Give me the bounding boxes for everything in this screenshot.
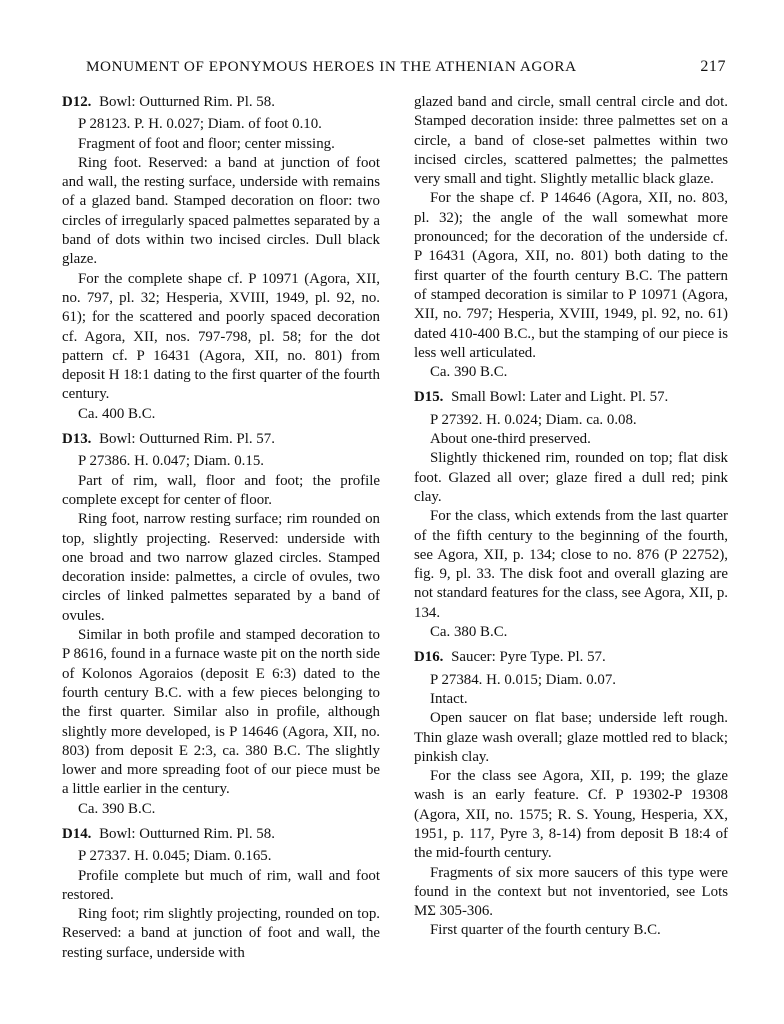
entry-date: Ca. 380 B.C. (430, 624, 508, 641)
entry-note: Fragments of six more saucers of this type were found in the context but not inventoried, see Lots ΜΣ 305-306. (414, 864, 728, 920)
entry-inventory: P 27386. H. 0.047; Diam. 0.15. (78, 453, 264, 470)
entry-preservation: Fragment of foot and floor; center missing. (78, 135, 335, 152)
entry-heading (414, 648, 728, 667)
entry-id: D15. (414, 389, 444, 406)
entry-title: Bowl: Outturned Rim. Pl. 57. (99, 431, 275, 448)
entry-description: Ring foot. Reserved: a band at junction of foot and wall, the resting surface, underside with remains of a glazed band. Stamped decoration on floor: two circles of irregularly spaced palmettes separated by a band of dots within two incised circles. Dull black glaze. (62, 154, 380, 268)
entry-heading (62, 430, 380, 449)
entry-inventory: P 27337. H. 0.045; Diam. 0.165. (78, 848, 272, 865)
entry-title: Small Bowl: Later and Light. Pl. 57. (451, 389, 669, 406)
entry-description-continued: glazed band and circle, small central circle and dot. Stamped decoration inside: three palmettes set on a circle, a band of close-set palmettes within two incised circles, scattered palmettes; the palmettes very small and tight. Slightly metallic black glaze. (414, 94, 728, 188)
entry-comparanda: For the complete shape cf. P 10971 (Agora, XII, no. 797, pl. 32; Hesperia, XVIII, 1949, pl. 92, no. 61); for the scattered and poorly spaced decoration cf. Agora, XII, nos. 797-798, pl. 58; for the dot pattern cf. P 16431 (Agora, XII, no. 801) from deposit H 18:1 dating to the first quarter of the fourth century. (62, 270, 380, 403)
entry-date: Ca. 390 B.C. (78, 800, 156, 817)
entry-title: Bowl: Outturned Rim. Pl. 58. (99, 94, 275, 110)
entry-id: D12. (62, 94, 92, 110)
entry-preservation: About one-third preserved. (430, 431, 591, 448)
entry-heading (62, 825, 380, 844)
entry-comparanda: Similar in both profile and stamped decoration to P 8616, found in a furnace waste pit on the north side of Kolonos Agoraios (deposit E 6:3) dated to the fourth century B.C. with a few pieces belonging to the first quarter. Similar also in profile, although slightly more developed, is P 14646 (Agora, XII, no. 803) from deposit E 2:3, ca. 380 B.C. The slightly lower and more spreading foot of our piece must be a little earlier in the century. (62, 627, 380, 798)
catalog-entry-d15 (414, 388, 728, 642)
left-column (62, 93, 380, 969)
entry-comparanda: For the class see Agora, XII, p. 199; the glaze wash is an early feature. Cf. P 19302-P 19308 (Agora, XII, no. 1575; R. S. Young, Hesperia, XX, 1951, p. 117, Pyre 3, 8-14) from deposit B 18:4 of the mid-fourth century. (414, 768, 728, 862)
entry-title: Saucer: Pyre Type. Pl. 57. (451, 649, 606, 666)
entry-preservation: Part of rim, wall, floor and foot; the profile complete except for center of floor. (62, 472, 380, 508)
entry-inventory: P 28123. P. H. 0.027; Diam. of foot 0.10. (78, 116, 322, 133)
page-number: 217 (700, 58, 726, 75)
running-header (86, 58, 726, 82)
entry-date: Ca. 400 B.C. (78, 405, 156, 422)
entry-date: Ca. 390 B.C. (430, 364, 508, 381)
entry-id: D13. (62, 431, 92, 448)
entry-id: D16. (414, 649, 444, 666)
entry-description: Ring foot; rim slightly projecting, rounded on top. Reserved: a band at junction of foot and wall, the resting surface, underside with (62, 906, 380, 961)
catalog-entry-d14-continued (414, 93, 728, 382)
entry-description: Open saucer on flat base; underside left rough. Thin glaze wash overall; glaze mottled red to black; pinkish clay. (414, 710, 728, 765)
catalog-entry-d16 (414, 648, 728, 940)
entry-id: D14. (62, 825, 92, 842)
entry-heading (62, 93, 380, 112)
entry-comparanda: For the shape cf. P 14646 (Agora, XII, no. 803, pl. 32); the angle of the wall somewhat more pronounced; for the decoration of the underside cf. P 16431 (Agora, XII, no. 801) both dating to the first quarter of the fourth century B.C. The pattern of stamped decoration is similar to P 10971 (Agora, XII, no. 797; Hesperia, XVIII, 1949, pl. 92, no. 61) dated 410-400 B.C., but the stamping of our piece is less well articulated. (414, 190, 728, 361)
entry-inventory: P 27384. H. 0.015; Diam. 0.07. (430, 671, 616, 688)
entry-heading (414, 388, 728, 407)
catalog-entry-d12 (62, 93, 380, 424)
entry-date: First quarter of the fourth century B.C. (430, 922, 661, 939)
entry-description: Slightly thickened rim, rounded on top; flat disk foot. Glazed all over; glaze fired a dull red; pink clay. (414, 450, 728, 505)
right-column (414, 93, 728, 947)
catalog-entry-d14 (62, 825, 380, 963)
entry-description: Ring foot, narrow resting surface; rim rounded on top, slightly projecting. Reserved: underside with one broad and two narrow glazed circles. Stamped decoration inside: palmettes, a circle of ovules, two circles of linked palmettes separated by a band of ovules. (62, 511, 380, 624)
catalog-entry-d13 (62, 430, 380, 819)
entry-preservation: Intact. (430, 690, 468, 707)
entry-inventory: P 27392. H. 0.024; Diam. ca. 0.08. (430, 411, 637, 428)
running-title: MONUMENT OF EPONYMOUS HEROES IN THE ATHENIAN AGORA (86, 58, 577, 75)
entry-comparanda: For the class, which extends from the last quarter of the fifth century to the beginning of the fourth, see Agora, XII, p. 134; close to no. 876 (P 22752), fig. 9, pl. 33. The disk foot and overall glazing are not standard features for the class, see Agora, XII, p. 134. (414, 508, 728, 621)
entry-preservation: Profile complete but much of rim, wall and foot restored. (62, 867, 380, 903)
entry-title: Bowl: Outturned Rim. Pl. 58. (99, 825, 275, 842)
